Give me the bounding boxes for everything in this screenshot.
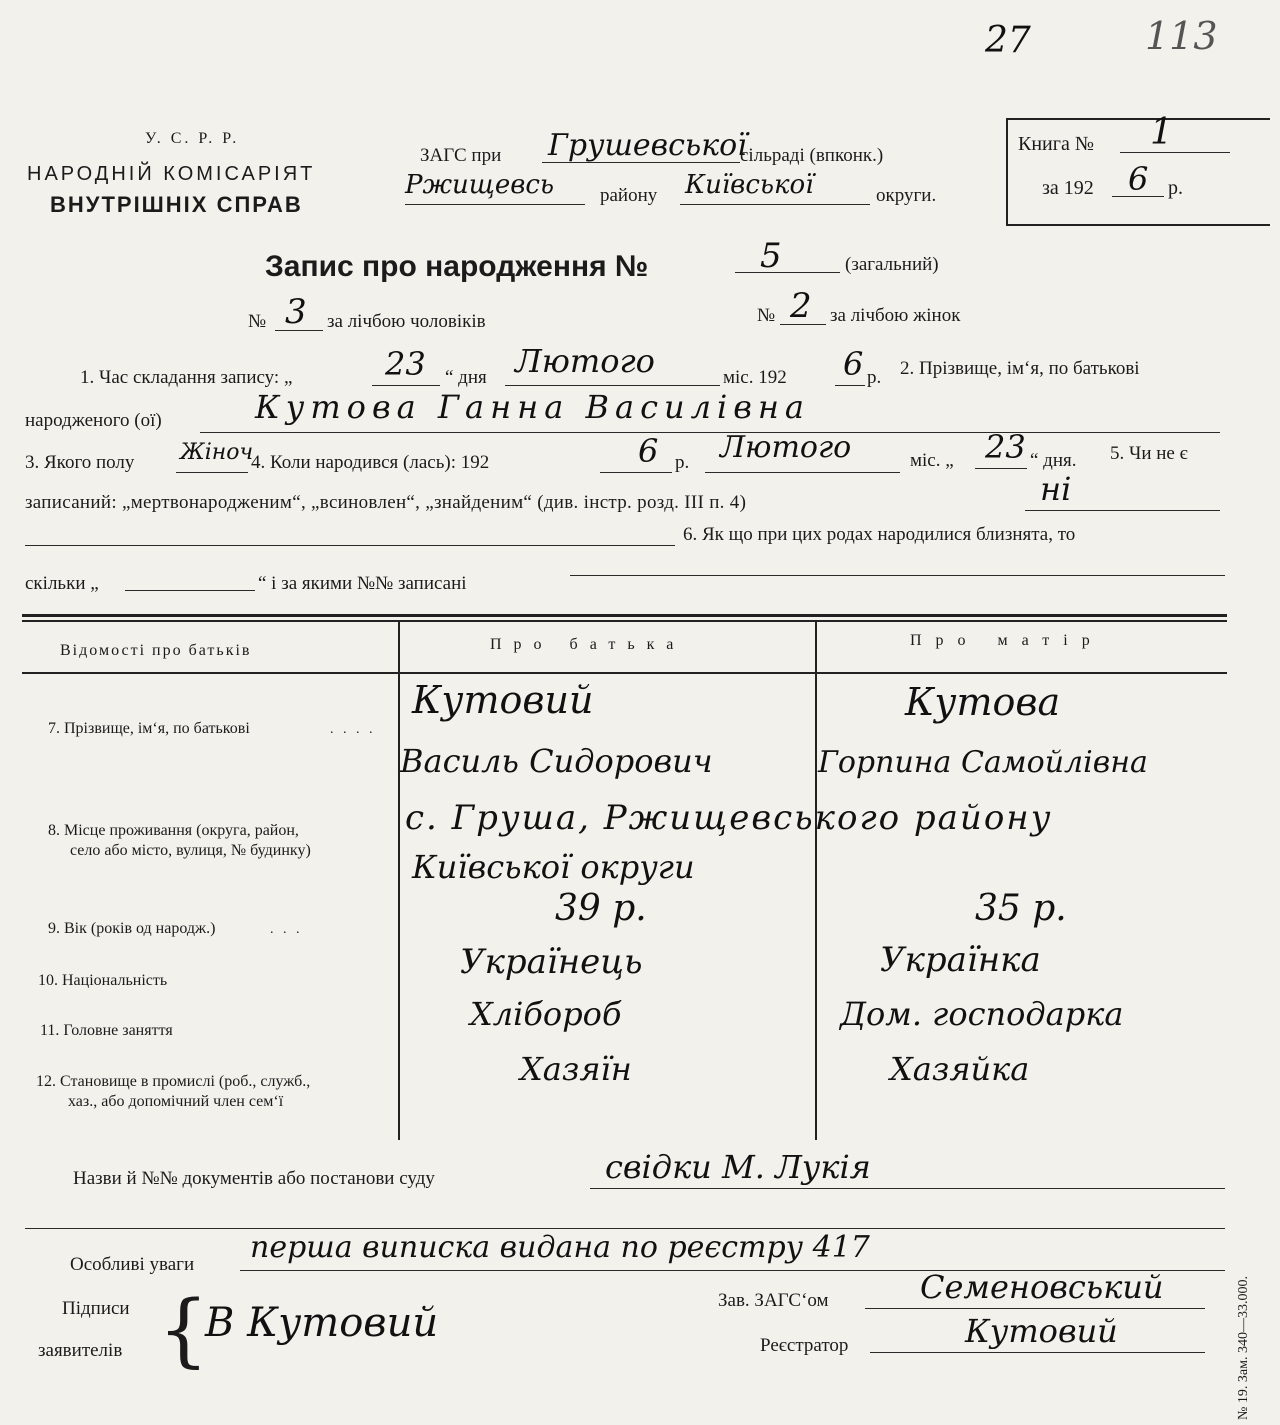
f5-text: записаний: „мертвонародженим“, „всиновлен“, „знайденим“ (див. інстр. розд. III п. 4) <box>25 492 747 513</box>
f1-day-word: “ дня <box>445 367 487 388</box>
f3-value: Жіноч <box>180 440 254 465</box>
row12-mother-status: Хазяйка <box>890 1050 1030 1088</box>
f4-year-digit: 6 <box>638 432 659 470</box>
page-number: 113 <box>1145 14 1218 58</box>
okruha-name: Київської <box>685 170 814 200</box>
notes-label: Особливі уваги <box>70 1254 195 1275</box>
row7-label: 7. Прізвище, ім‘я, по батькові <box>48 720 250 737</box>
f5-label: 5. Чи не є <box>1110 443 1188 464</box>
f4-month-label: міс. „ <box>910 450 954 471</box>
f4-month: Лютого <box>720 430 852 465</box>
row11-father-occupation: Хлібороб <box>470 995 622 1033</box>
table-header-father: Про батька <box>490 636 686 653</box>
zags-prefix: ЗАГС при <box>420 145 502 166</box>
table-header-info: Відомості про батьків <box>60 642 252 659</box>
f1-day: 23 <box>385 345 426 383</box>
book-year-digit: 6 <box>1128 160 1149 198</box>
book-label: Книга № <box>1018 133 1094 155</box>
f4-day: 23 <box>985 428 1026 466</box>
head-signature: Семеновський <box>920 1268 1164 1306</box>
okruha-label: округи. <box>876 185 937 206</box>
side-print: № 19. Зам. 340—33.000. <box>1236 1276 1251 1420</box>
row8-label-b: село або місто, вулиця, № будинку) <box>70 842 311 859</box>
notes-value: перша виписка видана по реєстру 417 <box>250 1230 870 1265</box>
female-label: за лічбою жінок <box>830 305 961 326</box>
book-year-label: за 192 <box>1042 177 1094 199</box>
row10-father-nationality: Українець <box>460 942 643 982</box>
row12-label: 12. Становище в промислі (роб., служб., <box>36 1073 311 1090</box>
row12-father-status: Хазяїн <box>520 1050 632 1088</box>
row7-mother-surname: Кутова <box>905 680 1061 724</box>
commissariat-line2: ВНУТРІШНІХ СПРАВ <box>50 192 303 217</box>
commissariat-line1: НАРОДНІЙ КОМІСАРІЯТ <box>27 163 316 185</box>
male-no-label: № <box>248 311 267 332</box>
f3-label: 3. Якого полу <box>25 452 135 473</box>
row8-label: 8. Місце проживання (округа, район, <box>48 822 299 839</box>
row10-label: 10. Національність <box>38 972 168 989</box>
sign-label-a: Підписи <box>62 1298 130 1319</box>
f1-label: 1. Час складання запису: „ <box>80 367 293 388</box>
row11-mother-occupation: Дом. господарка <box>840 995 1124 1033</box>
f1-year-suffix: р. <box>867 367 882 388</box>
row7-mother-name: Горпина Самойлівна <box>818 745 1148 780</box>
row12-label-b: хаз., або допомічний член сем‘ї <box>68 1093 284 1110</box>
row9-mother-age: 35 р. <box>975 888 1067 929</box>
f2-label-b: народженого (ої) <box>25 410 162 431</box>
raion-name: Ржищевсь <box>405 170 555 200</box>
row8-father-address: с. Груша, Ржищевського району <box>405 798 1053 838</box>
raion-label: району <box>600 185 658 206</box>
zags-village: Грушевської <box>548 128 747 163</box>
record-number: 5 <box>760 236 782 276</box>
f4-day-label: “ дня. <box>1030 450 1077 471</box>
head-label: Зав. ЗАГС‘ом <box>718 1290 829 1311</box>
f1-month-label: міс. 192 <box>723 367 787 388</box>
sign-label-b: заявителів <box>38 1340 123 1361</box>
row11-label: 11. Головне заняття <box>40 1022 173 1039</box>
row8-father-address-b: Київської округи <box>412 848 695 886</box>
row7-father-surname: Кутовий <box>412 678 594 722</box>
f6-text-b: “ і за якими №№ записані <box>258 573 467 594</box>
f4-label: 4. Коли народився (лась): 192 <box>251 452 490 473</box>
record-general: (загальний) <box>845 254 939 275</box>
male-label: за лічбою чоловіків <box>327 311 486 332</box>
registrar-signature: Кутовий <box>965 1312 1118 1350</box>
female-no-label: № <box>757 305 776 326</box>
brace: { <box>158 1283 209 1376</box>
row10-mother-nationality: Українка <box>880 940 1041 980</box>
f2-value: Кутова Ганна Василівна <box>255 388 810 426</box>
row9-label: 9. Вік (років од народж.) <box>48 920 216 937</box>
zags-suffix: сільраді (впконк.) <box>740 145 884 166</box>
row9-father-age: 39 р. <box>555 888 647 929</box>
docs-label: Назви й №№ документів або постанови суду <box>73 1168 435 1189</box>
f4-year-suffix: р. <box>675 452 690 473</box>
ussr-label: У. С. Р. Р. <box>145 130 240 147</box>
book-year-suffix: р. <box>1168 177 1183 199</box>
f6-text-a: скільки „ <box>25 573 99 594</box>
f6-label: 6. Як що при цих родах народилися близнята, то <box>683 524 1076 545</box>
book-number: 1 <box>1150 112 1173 153</box>
f1-month: Лютого <box>515 342 655 380</box>
row7-father-name: Василь Сидорович <box>400 742 713 780</box>
docs-value: свідки М. Лукія <box>605 1148 871 1186</box>
registrar-label: Реєстратор <box>760 1335 849 1356</box>
f5-value: ні <box>1040 470 1072 508</box>
f1-year-digit: 6 <box>843 345 864 383</box>
female-number: 2 <box>790 286 812 326</box>
record-title: Запис про народження № <box>265 250 649 283</box>
male-number: 3 <box>285 292 307 332</box>
f2-label: 2. Прізвище, ім‘я, по батькові <box>900 358 1140 379</box>
applicant-signature: В Кутовий <box>205 1300 439 1346</box>
table-header-mother: Про матір <box>910 632 1104 649</box>
folio-number: 27 <box>985 20 1031 61</box>
